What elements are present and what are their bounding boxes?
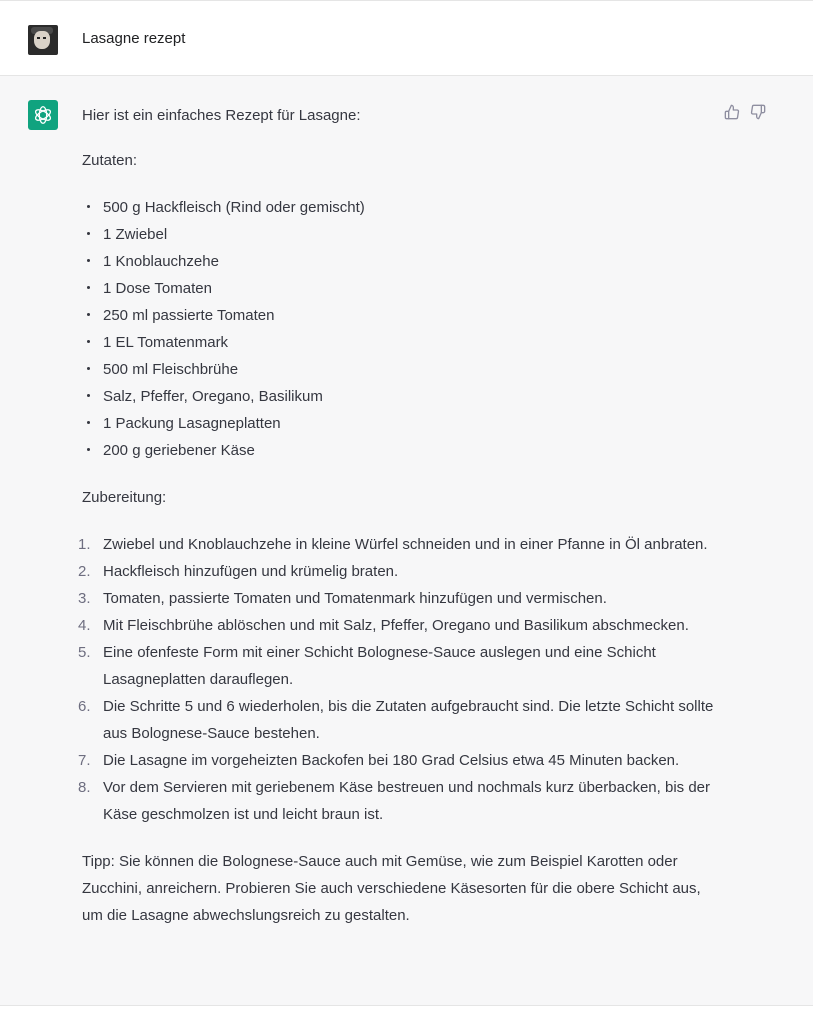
ingredient-item: 1 Dose Tomaten	[82, 275, 722, 302]
step-item	[78, 531, 722, 558]
tip-paragraph: Tipp: Sie können die Bolognese-Sauce auch mit Gemüse, wie zum Beispiel Karotten oder Zucchini, anreichern. Probieren Sie auch verschiedene Käsesorten für die obere Schicht aus, um die Lasagne abwechslungsreich zu gestalten.	[82, 853, 701, 924]
ingredient-item: 1 Knoblauchzehe	[82, 248, 722, 275]
ingredient-item: Salz, Pfeffer, Oregano, Basilikum	[82, 383, 722, 410]
ingredient-item: 1 EL Tomatenmark	[82, 329, 722, 356]
step-number: 5.	[78, 644, 91, 661]
step-number: 6.	[78, 698, 91, 715]
step-item	[78, 693, 722, 747]
step-number: 3.	[78, 590, 91, 607]
step-item	[78, 612, 722, 639]
step-number: 7.	[78, 752, 91, 769]
step-text: Tomaten, passierte Tomaten und Tomatenmark hinzufügen und vermischen.	[103, 590, 607, 607]
step-text: Mit Fleischbrühe ablöschen und mit Salz, Pfeffer, Oregano und Basilikum abschmecken.	[103, 617, 689, 634]
step-text: Vor dem Servieren mit geriebenem Käse bestreuen und nochmals kurz überbacken, bis der Käse geschmolzen ist und leicht braun ist.	[103, 779, 710, 823]
user-message-row	[0, 0, 813, 76]
response-intro: Hier ist ein einfaches Rezept für Lasagne:	[82, 107, 361, 124]
user-prompt: Lasagne rezept	[82, 30, 186, 47]
step-item	[78, 747, 722, 774]
steps-list	[78, 531, 722, 828]
step-text: Hackfleisch hinzufügen und krümelig braten.	[103, 563, 399, 580]
step-item	[78, 558, 722, 585]
step-number: 1.	[78, 536, 91, 553]
thumbs-down-icon[interactable]	[750, 104, 766, 120]
step-item	[78, 774, 722, 828]
steps-heading: Zubereitung:	[82, 489, 167, 506]
ingredient-item: 250 ml passierte Tomaten	[82, 302, 722, 329]
ingredient-item: 500 ml Fleischbrühe	[82, 356, 722, 383]
ingredients-heading: Zutaten:	[82, 152, 138, 169]
step-text: Die Lasagne im vorgeheizten Backofen bei 180 Grad Celsius etwa 45 Minuten backen.	[103, 752, 680, 769]
step-text: Die Schritte 5 und 6 wiederholen, bis die Zutaten aufgebraucht sind. Die letzte Schicht sollte aus Bolognese-Sauce bestehen.	[103, 698, 714, 742]
step-item	[78, 585, 722, 612]
ingredient-item: 1 Packung Lasagneplatten	[82, 410, 722, 437]
step-number: 4.	[78, 617, 91, 634]
step-text: Zwiebel und Knoblauchzehe in kleine Würfel schneiden und in einer Pfanne in Öl anbraten.	[103, 536, 708, 553]
assistant-message-row	[0, 76, 813, 1006]
step-item	[78, 639, 722, 693]
assistant-response	[78, 102, 722, 929]
ingredient-item: 500 g Hackfleisch (Rind oder gemischt)	[82, 194, 722, 221]
step-number: 2.	[78, 563, 91, 580]
ingredients-list	[82, 194, 722, 464]
feedback-buttons	[724, 104, 766, 120]
step-text: Eine ofenfeste Form mit einer Schicht Bolognese-Sauce auslegen und eine Schicht Lasagneplatten darauflegen.	[103, 644, 656, 688]
user-avatar	[28, 25, 58, 55]
ingredient-item: 1 Zwiebel	[82, 221, 722, 248]
step-number: 8.	[78, 779, 91, 796]
thumbs-up-icon[interactable]	[724, 104, 740, 120]
openai-logo-icon	[28, 100, 58, 130]
ingredient-item: 200 g geriebener Käse	[82, 437, 722, 464]
